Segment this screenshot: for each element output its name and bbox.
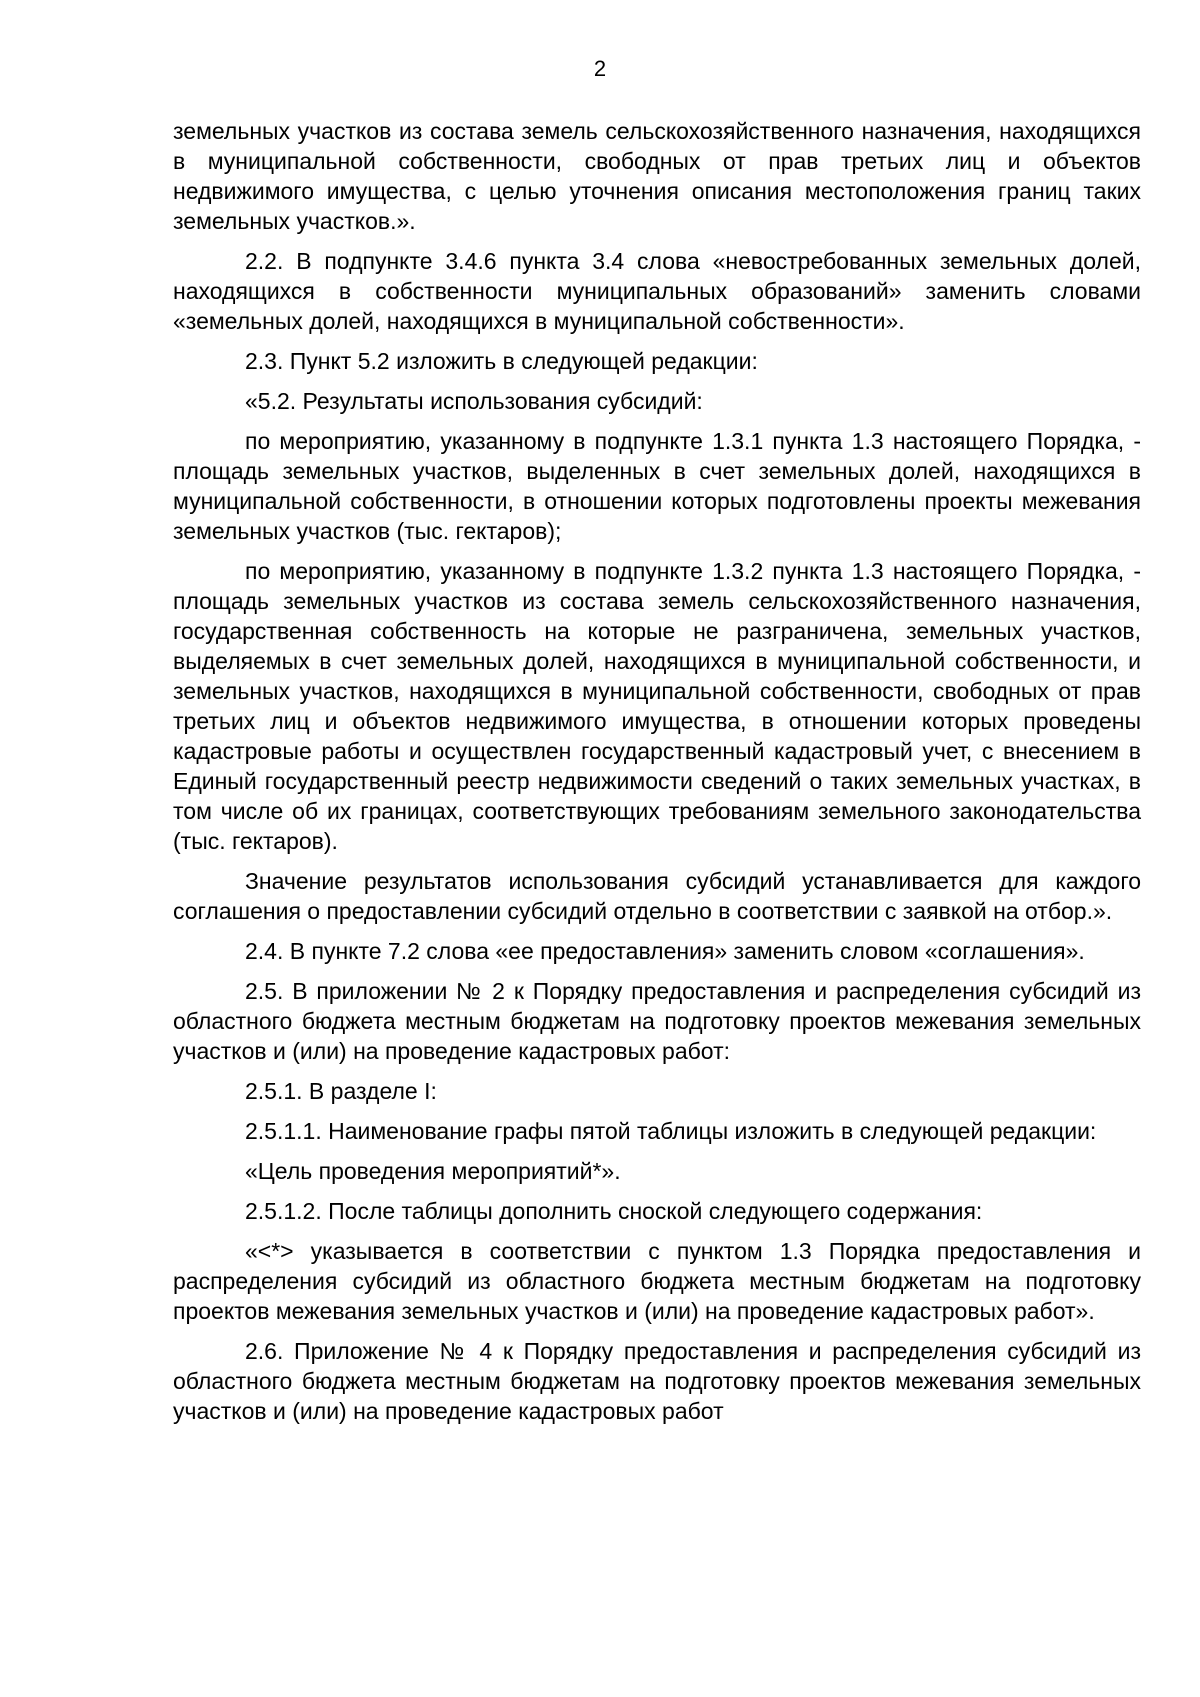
paragraph-5-2-heading: «5.2. Результаты использования субсидий: <box>245 388 703 414</box>
paragraph-2-3: 2.3. Пункт 5.2 изложить в следующей редакции: <box>245 348 758 374</box>
paragraph-2-5-1-1: 2.5.1.1. Наименование графы пятой таблицы изложить в следующей редакции: <box>245 1118 1097 1144</box>
paragraph-2-5-1-2: 2.5.1.2. После таблицы дополнить сноской следующего содержания: <box>245 1198 983 1224</box>
paragraph-measure-1-3-1: по мероприятию, указанному в подпункте 1.3.1 пункта 1.3 настоящего Порядка, - площадь земельных участков, выделенных в счет земельных долей, находящихся в муниципальной собственности, в отношении которых подготовлены проекты межевания земельных участков (тыс. гектаров); <box>173 428 1141 544</box>
paragraph-2-6: 2.6. Приложение № 4 к Порядку предоставления и распределения субсидий из областного бюджета местным бюджетам на подготовку проектов межевания земельных участков и (или) на проведение кадастровых работ <box>173 1338 1141 1424</box>
paragraph-2-5-1: 2.5.1. В разделе I: <box>245 1078 437 1104</box>
document-body <box>173 116 1141 1436</box>
paragraph-2-5: 2.5. В приложении № 2 к Порядку предоставления и распределения субсидий из областного бюджета местным бюджетам на подготовку проектов межевания земельных участков и (или) на проведение кадастровых работ: <box>173 978 1141 1064</box>
paragraph-2-4: 2.4. В пункте 7.2 слова «ее предоставления» заменить словом «соглашения». <box>245 938 1085 964</box>
paragraph-measure-1-3-2: по мероприятию, указанному в подпункте 1.3.2 пункта 1.3 настоящего Порядка, - площадь земельных участков из состава земель сельскохозяйственного назначения, государственная собственность на которые не разграничена, земельных участков, выделяемых в счет земельных долей, находящихся в муниципальной собственности, и земельных участков, находящихся в муниципальной собственности, свободных от прав третьих лиц и объектов недвижимого имущества, в отношении которых проведены кадастровые работы и осуществлен государственный кадастровый учет, с внесением в Единый государственный реестр недвижимости сведений о таких земельных участках, в том числе об их границах, соответствующих требованиям земельного законодательства (тыс. гектаров). <box>173 558 1141 854</box>
paragraph-results-value: Значение результатов использования субсидий устанавливается для каждого соглашения о предоставлении субсидий отдельно в соответствии с заявкой на отбор.». <box>173 868 1141 924</box>
paragraph-column-name: «Цель проведения мероприятий*». <box>245 1158 621 1184</box>
page-number: 2 <box>593 56 607 81</box>
paragraph-2-2: 2.2. В подпункте 3.4.6 пункта 3.4 слова «невостребованных земельных долей, находящихся в собственности муниципальных образований» заменить словами «земельных долей, находящихся в муниципальной собственности». <box>173 248 1141 334</box>
paragraph-footnote: «<*> указывается в соответствии с пунктом 1.3 Порядка предоставления и распределения субсидий из областного бюджета местным бюджетам на подготовку проектов межевания земельных участков и (или) на проведение кадастровых работ». <box>173 1238 1141 1324</box>
paragraph-continuation: земельных участков из состава земель сельскохозяйственного назначения, находящихся в муниципальной собственности, свободных от прав третьих лиц и объектов недвижимого имущества, с целью уточнения описания местоположения границ таких земельных участков.». <box>173 118 1141 234</box>
